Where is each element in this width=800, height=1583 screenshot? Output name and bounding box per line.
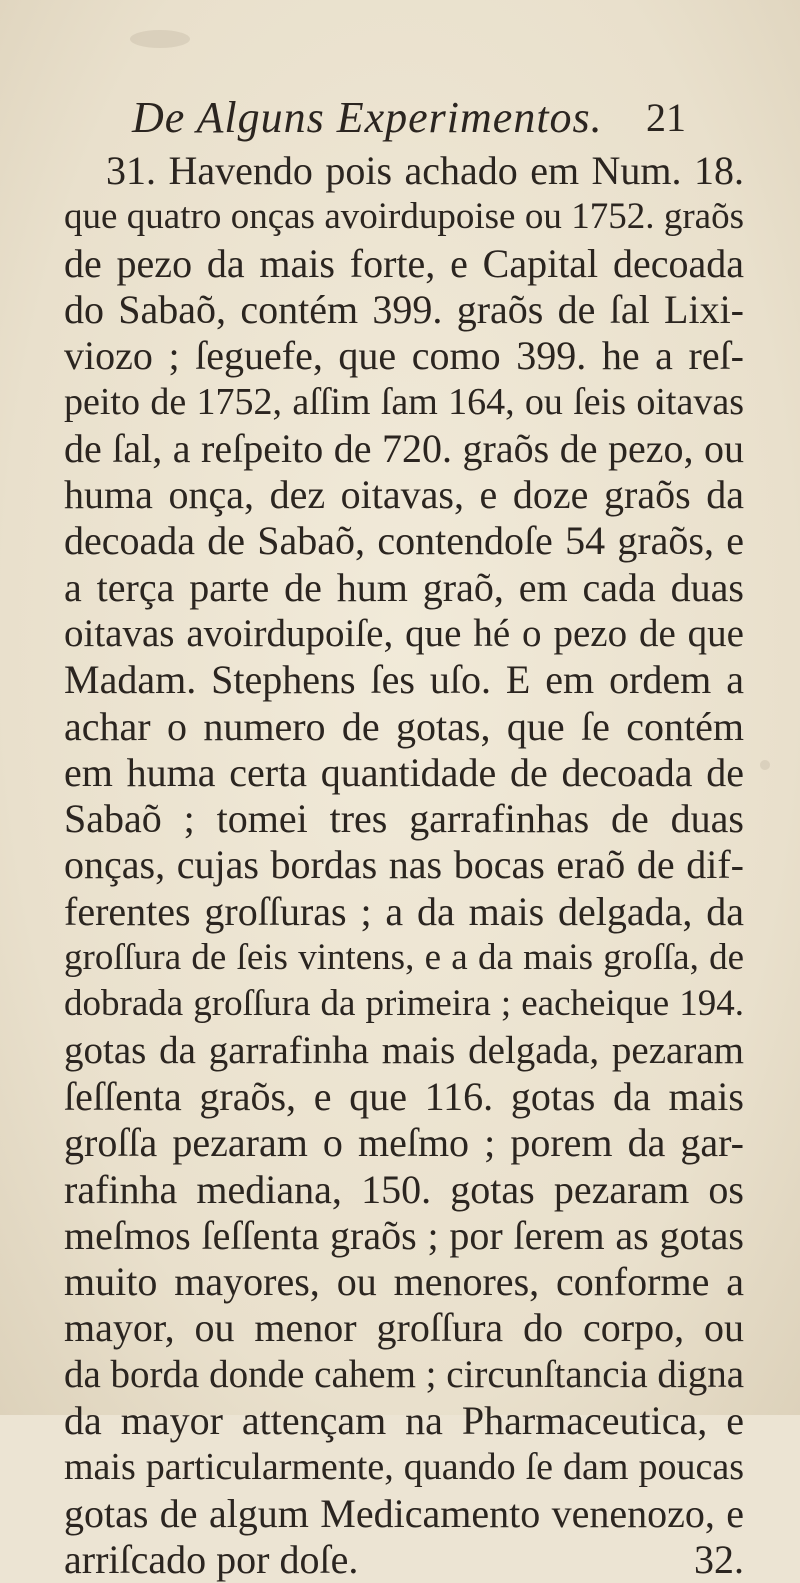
text-line: da mayor attençam na Pharmaceutica, e: [64, 1398, 744, 1444]
text-line: mais particularmente, quando ſe dam poucas: [64, 1446, 744, 1489]
page-number: 21: [646, 95, 686, 140]
text-line: gotas de algum Medicamento venenozo, e: [64, 1490, 744, 1536]
text-line: ſeſſenta graõs, e que 116. gotas da mais: [64, 1073, 744, 1119]
text-line: gotas da garrafinha mais delgada, pezaram: [64, 1028, 744, 1072]
text-line: groſſa pezaram o meſmo ; porem da gar-: [64, 1120, 744, 1166]
body-text: [64, 148, 744, 1583]
text-line: mayor, ou menor groſſura do corpo, ou: [64, 1305, 744, 1351]
text-line: huma onça, dez oitavas, e doze graõs da: [64, 472, 744, 518]
paper-stain: [760, 760, 770, 770]
text-line: rafinha mediana, 150. gotas pezaram os: [64, 1166, 744, 1212]
text-line: ferentes groſſuras ; a da mais delgada, da: [64, 888, 744, 934]
text-line: arriſcado por doſe.: [64, 1536, 359, 1582]
text-line: meſmos ſeſſenta graõs ; por ſerem as gotas: [64, 1212, 744, 1258]
text-line: onças, cujas bordas nas bocas eraõ de dif-: [64, 842, 744, 888]
text-line: groſſura de ſeis vintens, e a da mais groſſa, de: [64, 937, 744, 979]
text-line: peito de 1752, aſſim ſam 164, ou ſeis oitavas: [64, 381, 744, 424]
text-line: muito mayores, ou menores, conforme a: [64, 1259, 744, 1305]
text-line: dobrada groſſura da primeira ; eacheique 194.: [64, 983, 744, 1025]
text-line: a terça parte de hum graõ, em cada duas: [64, 564, 744, 610]
paper-stain: [130, 30, 190, 48]
text-line: oitavas avoirdupoiſe, que hé o pezo de que: [64, 611, 744, 655]
catchword: 32.: [694, 1536, 744, 1582]
text-line: de pezo da mais forte, e Capital decoada: [64, 240, 744, 286]
running-title: De Alguns Experimentos.: [132, 93, 603, 142]
text-line: do Sabaõ, contém 399. graõs de ſal Lixi-: [64, 286, 744, 332]
text-line: viozo ; ſeguefe, que como 399. he a reſ-: [64, 333, 744, 379]
running-head: [112, 92, 712, 144]
text-line: Sabaõ ; tomei tres garrafinhas de duas: [64, 796, 744, 842]
text-line: que quatro onças avoirdupoise ou 1752. graõs: [64, 196, 744, 238]
text-line: da borda donde cahem ; circunſtancia digna: [64, 1352, 745, 1396]
text-line: decoada de Sabaõ, contendoſe 54 graõs, e: [64, 518, 744, 564]
text-line: em huma certa quantidade de decoada de: [64, 749, 744, 795]
text-line: achar o numero de gotas, que ſe contém: [64, 703, 744, 749]
text-line: 31. Havendo pois achado em Num. 18.: [106, 148, 744, 193]
text-line: Madam. Stephens ſes uſo. E em ordem a: [64, 657, 744, 703]
text-line: de ſal, a reſpeito de 720. graõs de pezo, ou: [64, 425, 744, 471]
last-text-line: [64, 1537, 744, 1583]
